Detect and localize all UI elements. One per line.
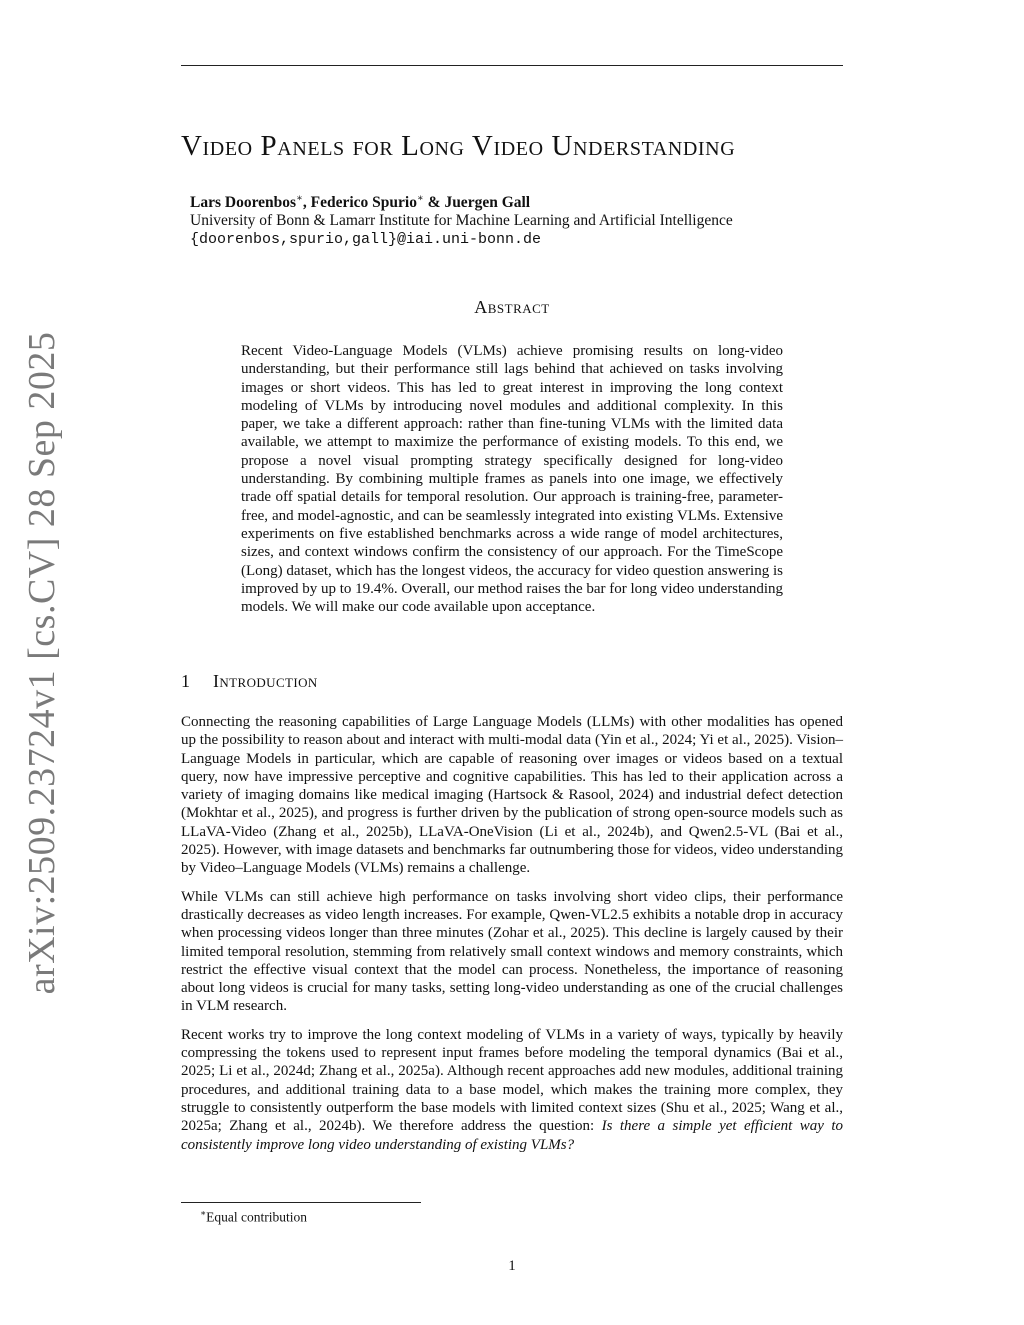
paragraph: While VLMs can still achieve high performance on tasks involving short video clips, their performance drastically decreases as video length increases. For example, Qwen-VL2.5 exhibits a notable drop in accuracy when processing videos longer than three minutes (Zohar et al., 2025). This decline is largely caused by their limited temporal resolution, stemming from relatively small context windows and memory constraints, which restrict the effective visual context that the model can process. Nonetheless, the importance of reasoning about long videos is crucial for many tasks, setting long-video understanding as one of the crucial challenges in VLM research.: [181, 888, 843, 1015]
author-separator: &: [423, 194, 445, 212]
footnote-text: Equal contribution: [206, 1209, 307, 1225]
author-name: Juergen Gall: [444, 194, 531, 212]
header-rule: [181, 65, 843, 66]
footnote: [200, 1208, 307, 1226]
arxiv-identifier: arXiv:2509.23724v1 [cs.CV] 28 Sep 2025: [21, 331, 63, 995]
paragraph-text: Recent works try to improve the long context modeling of VLMs in a variety of ways, typically by heavily compressing the tokens used to represent input frames before modeling the temporal dynamics (Bai et al., 2025; Li et al., 2024d; Zhang et al., 2025a). Although recent approaches add new modules, additional training procedures, and additional training data to a base model, which makes the training more complex, they struggle to consistently outperform the base models with limited context sizes (Shu et al., 2025; Wang et al., 2025a; Zhang et al., 2024b). We therefore address the question:: [181, 1026, 843, 1135]
paragraph: Connecting the reasoning capabilities of Large Language Models (LLMs) with other modalities has opened up the possibility to reason about and interact with multi-modal data (Yin et al., 2024; Yi et al., 2025). Vision–Language Models in particular, which are capable of reasoning over images or videos based on a textual query, now have impressive perceptive and cognitive capabilities. This has led to their application across a variety of imaging domains like medical imaging (Hartsock & Rasool, 2024) and industrial defect detection (Mokhtar et al., 2025), and progress is further driven by the publication of strong open-source models such as LLaVA-Video (Zhang et al., 2025b), LLaVA-OneVision (Li et al., 2024b), and Qwen2.5-VL (Bai et al., 2025). However, with image datasets and benchmarks far outnumbering those for videos, video understanding by Video–Language Models (VLMs) remains a challenge.: [181, 714, 843, 877]
research-question: Is there a simple yet efficient way to consistently improve long video understanding of existing VLMs?: [181, 1118, 843, 1153]
paragraph: [181, 1026, 843, 1154]
equal-contribution-mark: ∗: [416, 193, 424, 204]
author-separator: ,: [302, 194, 311, 212]
introduction-body: [181, 713, 843, 1164]
author-name: Lars Doorenbos: [190, 194, 297, 212]
author-name: Federico Spurio: [310, 194, 417, 212]
abstract-heading: Abstract: [474, 297, 550, 317]
abstract-text: Recent Video-Language Models (VLMs) achieve promising results on long-video understanding, but their performance still lags behind that achieved on tasks involving images or short videos. This has led to great interest in improving the long context modeling of VLMs by introducing novel modules and additional complexity. In this paper, we take a different approach: rather than fine-tuning VLMs with the limited data available, we attempt to maximize the performance of existing models. To this end, we propose a novel visual prompting strategy specifically designed for long-video understanding. By combining multiple frames as panels into one image, we effectively trade off spatial details for temporal resolution. Our approach is training-free, parameter-free, and model-agnostic, and can be seamlessly integrated into existing VLMs. Extensive experiments on five established benchmarks across a wide range of model architectures, sizes, and context windows confirm the consistency of our approach. For the TimeScope (Long) dataset, which has the longest videos, the accuracy for video question answering is improved by up to 19.4%. Overall, our method raises the bar for long video understanding models. We will make our code available upon acceptance.: [241, 343, 783, 616]
affiliation: University of Bonn & Lamarr Institute for Machine Learning and Artificial Intelligence: [190, 212, 733, 229]
section-heading: [181, 671, 318, 692]
footnote-mark: ∗: [200, 1208, 207, 1218]
author-emails: {doorenbos,spurio,gall}@iai.uni-bonn.de: [190, 231, 542, 248]
section-title: Introduction: [213, 671, 318, 691]
author-list: [190, 193, 530, 212]
paper-title: Video Panels for Long Video Understanding: [181, 130, 736, 162]
page-number: 1: [508, 1258, 516, 1274]
section-number: 1: [181, 671, 191, 691]
equal-contribution-mark: ∗: [296, 193, 303, 204]
footnote-rule: [181, 1202, 421, 1203]
